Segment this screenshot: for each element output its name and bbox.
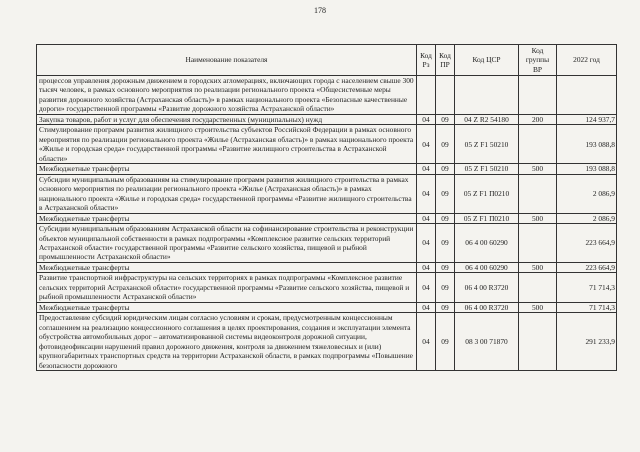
cell-vr — [519, 174, 557, 213]
cell-csr: 05 Z F1 50210 — [455, 125, 519, 164]
cell-pr — [436, 76, 455, 115]
header-rz: Код Рз — [417, 45, 436, 76]
table-row — [37, 302, 617, 312]
header-name: Наименование показателя — [37, 45, 417, 76]
cell-pr: 09 — [436, 224, 455, 263]
cell-description: Предоставление субсидий юридическим лицам согласно условиям и срокам, предусмотренным концессионным соглашением на реализацию концессионного соглашения в целях проектирования, создания и эксплуатации элемента обустройства автомобильных дорог – автоматизированной системы видеоконтроля дорожной ситуации, фотовидеофиксации нарушений правил дорожного движения, контроля за движением тяжеловесных и (или) крупногабаритных транспортных средств на территории Астраханской области, в рамках подпрограммы «Повышение безопасности дорожного — [37, 313, 417, 371]
cell-csr: 05 Z F1 50210 — [455, 164, 519, 174]
cell-amount: 193 088,8 — [557, 164, 617, 174]
cell-pr: 09 — [436, 313, 455, 371]
cell-rz: 04 — [417, 224, 436, 263]
cell-description: процессов управления дорожным движением в городских агломерациях, включающих города с населением свыше 300 тысяч человек, в рамках основного мероприятия по реализации регионального проекта «Общесистемные меры развития дорожного хозяйства (Астраханская область)» в рамках национального проекта «Безопасные качественные дороги» государственной программы «Развитие дорожного хозяйства Астраханской области» — [37, 76, 417, 115]
cell-rz: 04 — [417, 114, 436, 124]
header-pr: Код ПР — [436, 45, 455, 76]
cell-amount: 223 664,9 — [557, 262, 617, 272]
cell-rz: 04 — [417, 174, 436, 213]
cell-amount: 71 714,3 — [557, 302, 617, 312]
table-row — [37, 273, 617, 302]
cell-vr — [519, 273, 557, 302]
cell-rz: 04 — [417, 273, 436, 302]
table-row — [37, 224, 617, 263]
cell-amount: 193 088,8 — [557, 125, 617, 164]
header-year: 2022 год — [557, 45, 617, 76]
cell-pr: 09 — [436, 262, 455, 272]
cell-amount: 124 937,7 — [557, 114, 617, 124]
header-vr: Код группы ВР — [519, 45, 557, 76]
page-number: 178 — [314, 6, 326, 15]
cell-description: Развитие транспортной инфраструктуры на сельских территориях в рамках подпрограммы «Комплексное развитие сельских территорий Астраханской области» государственной программы «Развитие сельского хозяйства, пищевой и рыбной промышленности Астраханской области» — [37, 273, 417, 302]
header-csr: Код ЦСР — [455, 45, 519, 76]
table-body — [37, 76, 617, 371]
cell-rz: 04 — [417, 262, 436, 272]
cell-amount: 223 664,9 — [557, 224, 617, 263]
cell-csr: 06 4 00 R3720 — [455, 273, 519, 302]
cell-vr — [519, 224, 557, 263]
table-row — [37, 174, 617, 213]
table-row — [37, 262, 617, 272]
cell-amount: 2 086,9 — [557, 174, 617, 213]
cell-amount: 71 714,3 — [557, 273, 617, 302]
cell-description: Межбюджетные трансферты — [37, 302, 417, 312]
cell-vr: 500 — [519, 213, 557, 223]
cell-csr: 06 4 00 60290 — [455, 262, 519, 272]
header-row — [37, 45, 617, 76]
cell-vr: 500 — [519, 302, 557, 312]
cell-rz: 04 — [417, 164, 436, 174]
table-row — [37, 125, 617, 164]
cell-rz — [417, 76, 436, 115]
table-row — [37, 164, 617, 174]
cell-pr: 09 — [436, 213, 455, 223]
cell-description: Межбюджетные трансферты — [37, 164, 417, 174]
cell-vr: 500 — [519, 164, 557, 174]
cell-rz: 04 — [417, 302, 436, 312]
cell-vr: 200 — [519, 114, 557, 124]
cell-pr: 09 — [436, 164, 455, 174]
cell-pr: 09 — [436, 273, 455, 302]
cell-csr: 06 4 00 60290 — [455, 224, 519, 263]
cell-amount — [557, 76, 617, 115]
cell-pr: 09 — [436, 174, 455, 213]
table-row — [37, 114, 617, 124]
cell-amount: 2 086,9 — [557, 213, 617, 223]
cell-description: Субсидии муниципальным образованиям Астраханской области на софинансирование строительства и реконструкции объектов муниципальной собственности в рамках подпрограммы «Комплексное развитие сельских территорий Астраханской области» государственной программы «Развитие сельского хозяйства, пищевой и рыбной промышленности Астраханской области» — [37, 224, 417, 263]
cell-vr — [519, 125, 557, 164]
cell-description: Стимулирование программ развития жилищного строительства субъектов Российской Федерации в рамках основного мероприятия по реализации регионального проекта «Жилье (Астраханская область)» в рамках национального проекта «Жилье и городская среда» государственной программы «Развитие жилищного строительства в Астраханской области» — [37, 125, 417, 164]
table-row — [37, 213, 617, 223]
cell-vr — [519, 313, 557, 371]
cell-description: Закупка товаров, работ и услуг для обеспечения государственных (муниципальных) нужд — [37, 114, 417, 124]
table-row — [37, 313, 617, 371]
cell-csr: 06 4 00 R3720 — [455, 302, 519, 312]
cell-vr: 500 — [519, 262, 557, 272]
cell-amount: 291 233,9 — [557, 313, 617, 371]
table-row — [37, 76, 617, 115]
cell-description: Межбюджетные трансферты — [37, 262, 417, 272]
cell-rz: 04 — [417, 313, 436, 371]
cell-csr: 05 Z F1 П0210 — [455, 213, 519, 223]
cell-csr: 05 Z F1 П0210 — [455, 174, 519, 213]
cell-description: Субсидии муниципальным образованиям на стимулирование программ развития жилищного строительства в рамках основного мероприятия по реализации регионального проекта «Жилье (Астраханская область)» в рамках национального проекта «Жилье и городская среда» государственной программы «Развитие жилищного строительства в Астраханской области» — [37, 174, 417, 213]
cell-pr: 09 — [436, 302, 455, 312]
cell-rz: 04 — [417, 125, 436, 164]
cell-vr — [519, 76, 557, 115]
cell-csr — [455, 76, 519, 115]
cell-pr: 09 — [436, 125, 455, 164]
cell-description: Межбюджетные трансферты — [37, 213, 417, 223]
budget-table — [36, 44, 617, 371]
cell-csr: 04 Z R2 54180 — [455, 114, 519, 124]
cell-csr: 08 3 00 71870 — [455, 313, 519, 371]
cell-rz: 04 — [417, 213, 436, 223]
cell-pr: 09 — [436, 114, 455, 124]
